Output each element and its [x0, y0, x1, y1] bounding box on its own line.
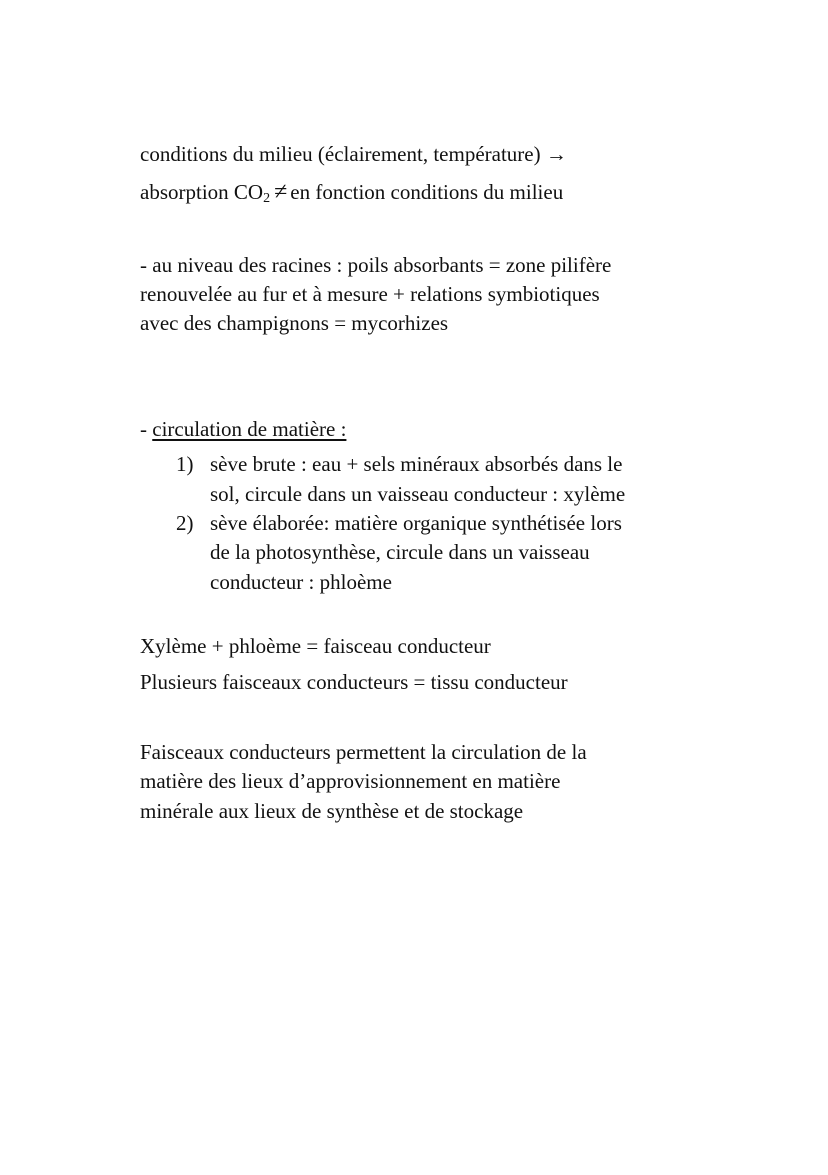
- list-item-1-line-1: sève brute : eau + sels minéraux absorbés dans le: [210, 452, 623, 476]
- list-item-2-line-2: de la photosynthèse, circule dans un vaisseau: [210, 540, 590, 564]
- faisceaux-line-3: minérale aux lieux de synthèse et de stockage: [140, 799, 524, 823]
- racines-line-2: renouvelée au fur et à mesure + relations symbiotiques: [140, 282, 600, 306]
- faisceaux-line-1: Faisceaux conducteurs permettent la circulation de la: [140, 740, 587, 764]
- racines-line-3: avec des champignons = mycorhizes: [140, 311, 449, 335]
- list-number-2: 2): [176, 511, 194, 535]
- conditions-line: conditions du milieu (éclairement, température) →: [140, 142, 567, 166]
- absorption-line: [140, 180, 563, 204]
- list-number-1: 1): [176, 452, 194, 476]
- racines-line-1: - au niveau des racines : poils absorbants = zone pilifère: [140, 253, 612, 277]
- absorption-text: absorption CO: [140, 180, 264, 204]
- heading-text: circulation de matière :: [152, 417, 347, 441]
- not-equal-symbol: ≠: [274, 179, 288, 205]
- list-item-1-line-2: sol, circule dans un vaisseau conducteur : xylème: [210, 482, 626, 506]
- list-item-2-line-1: sève élaborée: matière organique synthétisée lors: [210, 511, 622, 535]
- faisceaux-line-2: matière des lieux d’approvisionnement en matière: [140, 769, 561, 793]
- xyleme-line: Xylème + phloème = faisceau conducteur: [140, 634, 491, 658]
- tissu-line: Plusieurs faisceaux conducteurs = tissu conducteur: [140, 670, 568, 694]
- circulation-heading: [140, 419, 346, 440]
- co2-subscript: 2: [263, 191, 271, 206]
- list-item-2-line-3: conducteur : phloème: [210, 570, 392, 594]
- heading-dash: -: [140, 417, 153, 441]
- absorption-text-end: en fonction conditions du milieu: [290, 180, 564, 204]
